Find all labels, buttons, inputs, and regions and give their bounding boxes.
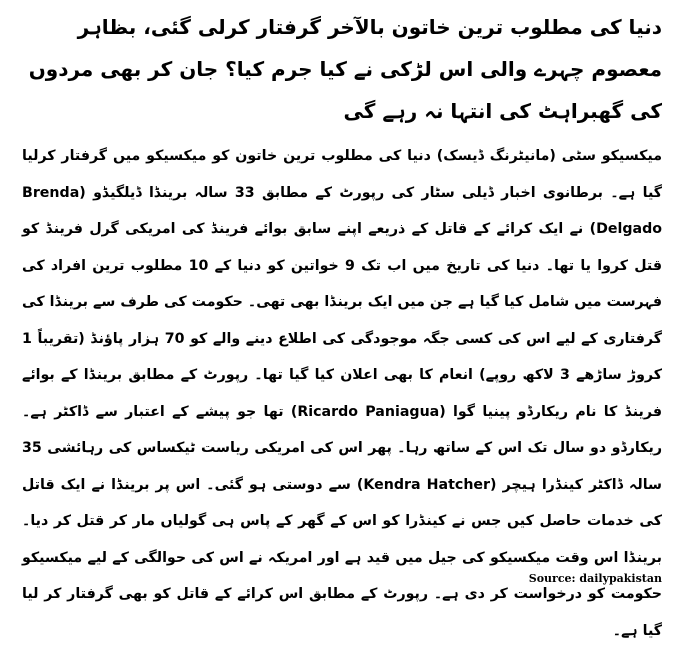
article-headline: دنیا کی مطلوب ترین خاتون بالآخر گرفتار کرلی گئی، بظاہر معصوم چہرے والی اس لڑکی نے کیا جرم کیا؟ جان کر بھی مردوں کی گھبراہٹ کی انتہا نہ رہے گی — [28, 15, 662, 123]
source-credit: Source: dailypakistan — [528, 572, 662, 585]
article-body: میکسیکو سٹی (مانیٹرنگ ڈیسک) دنیا کی مطلوب ترین خاتون کو میکسیکو میں گرفتار کرلیا گیا ہے۔ برطانوی اخبار ڈیلی سٹار کی رپورٹ کے مطابق 33 سالہ برینڈا ڈیلگیڈو (Brenda Delgado) نے ایک کرائے کے قاتل کے ذریعے اپنے سابق بوائے فرینڈ کی امریکی گرل فرینڈ کو قتل کروا یا تھا۔ دنیا کی تاریخ میں اب تک 9 خواتین کو دنیا کے 10 مطلوب ترین افراد کی فہرست میں شامل کیا گیا ہے جن میں ایک برینڈا بھی تھی۔ حکومت کی طرف سے برینڈا کی گرفتاری کے لیے اس کی کسی جگہ موجودگی کی اطلاع دینے والے کو 70 ہزار پاؤنڈ (تقریباً 1 کروڑ ساڑھے 3 لاکھ روپے) انعام کا بھی اعلان کیا گیا تھا۔ رپورٹ کے مطابق برینڈا کے بوائے فرینڈ کا نام ریکارڈو پینیا گوا (Ricardo Paniagua) تھا جو پیشے کے اعتبار سے ڈاکٹر ہے۔ ریکارڈو دو سال تک اس کے ساتھ رہا۔ پھر اس کی امریکی ریاست ٹیکساس کی رہائشی 35 سالہ ڈاکٹر کینڈرا ہیچر (Kendra Hatcher) سے دوستی ہو گئی۔ اس پر برینڈا نے ایک قاتل کی خدمات حاصل کیں جس نے کینڈرا کو اس کے گھر کے پاس ہی گولیاں مار کر قتل کر دیا۔ برینڈا اس وقت میکسیکو کی جیل میں قید ہے اور امریکہ نے اس کی حوالگی کے لیے میکسیکو حکومت کو درخواست کر دی ہے۔ رپورٹ کے مطابق اس کرائے کے قاتل کو بھی گرفتار کر لیا گیا ہے۔ — [22, 148, 663, 639]
